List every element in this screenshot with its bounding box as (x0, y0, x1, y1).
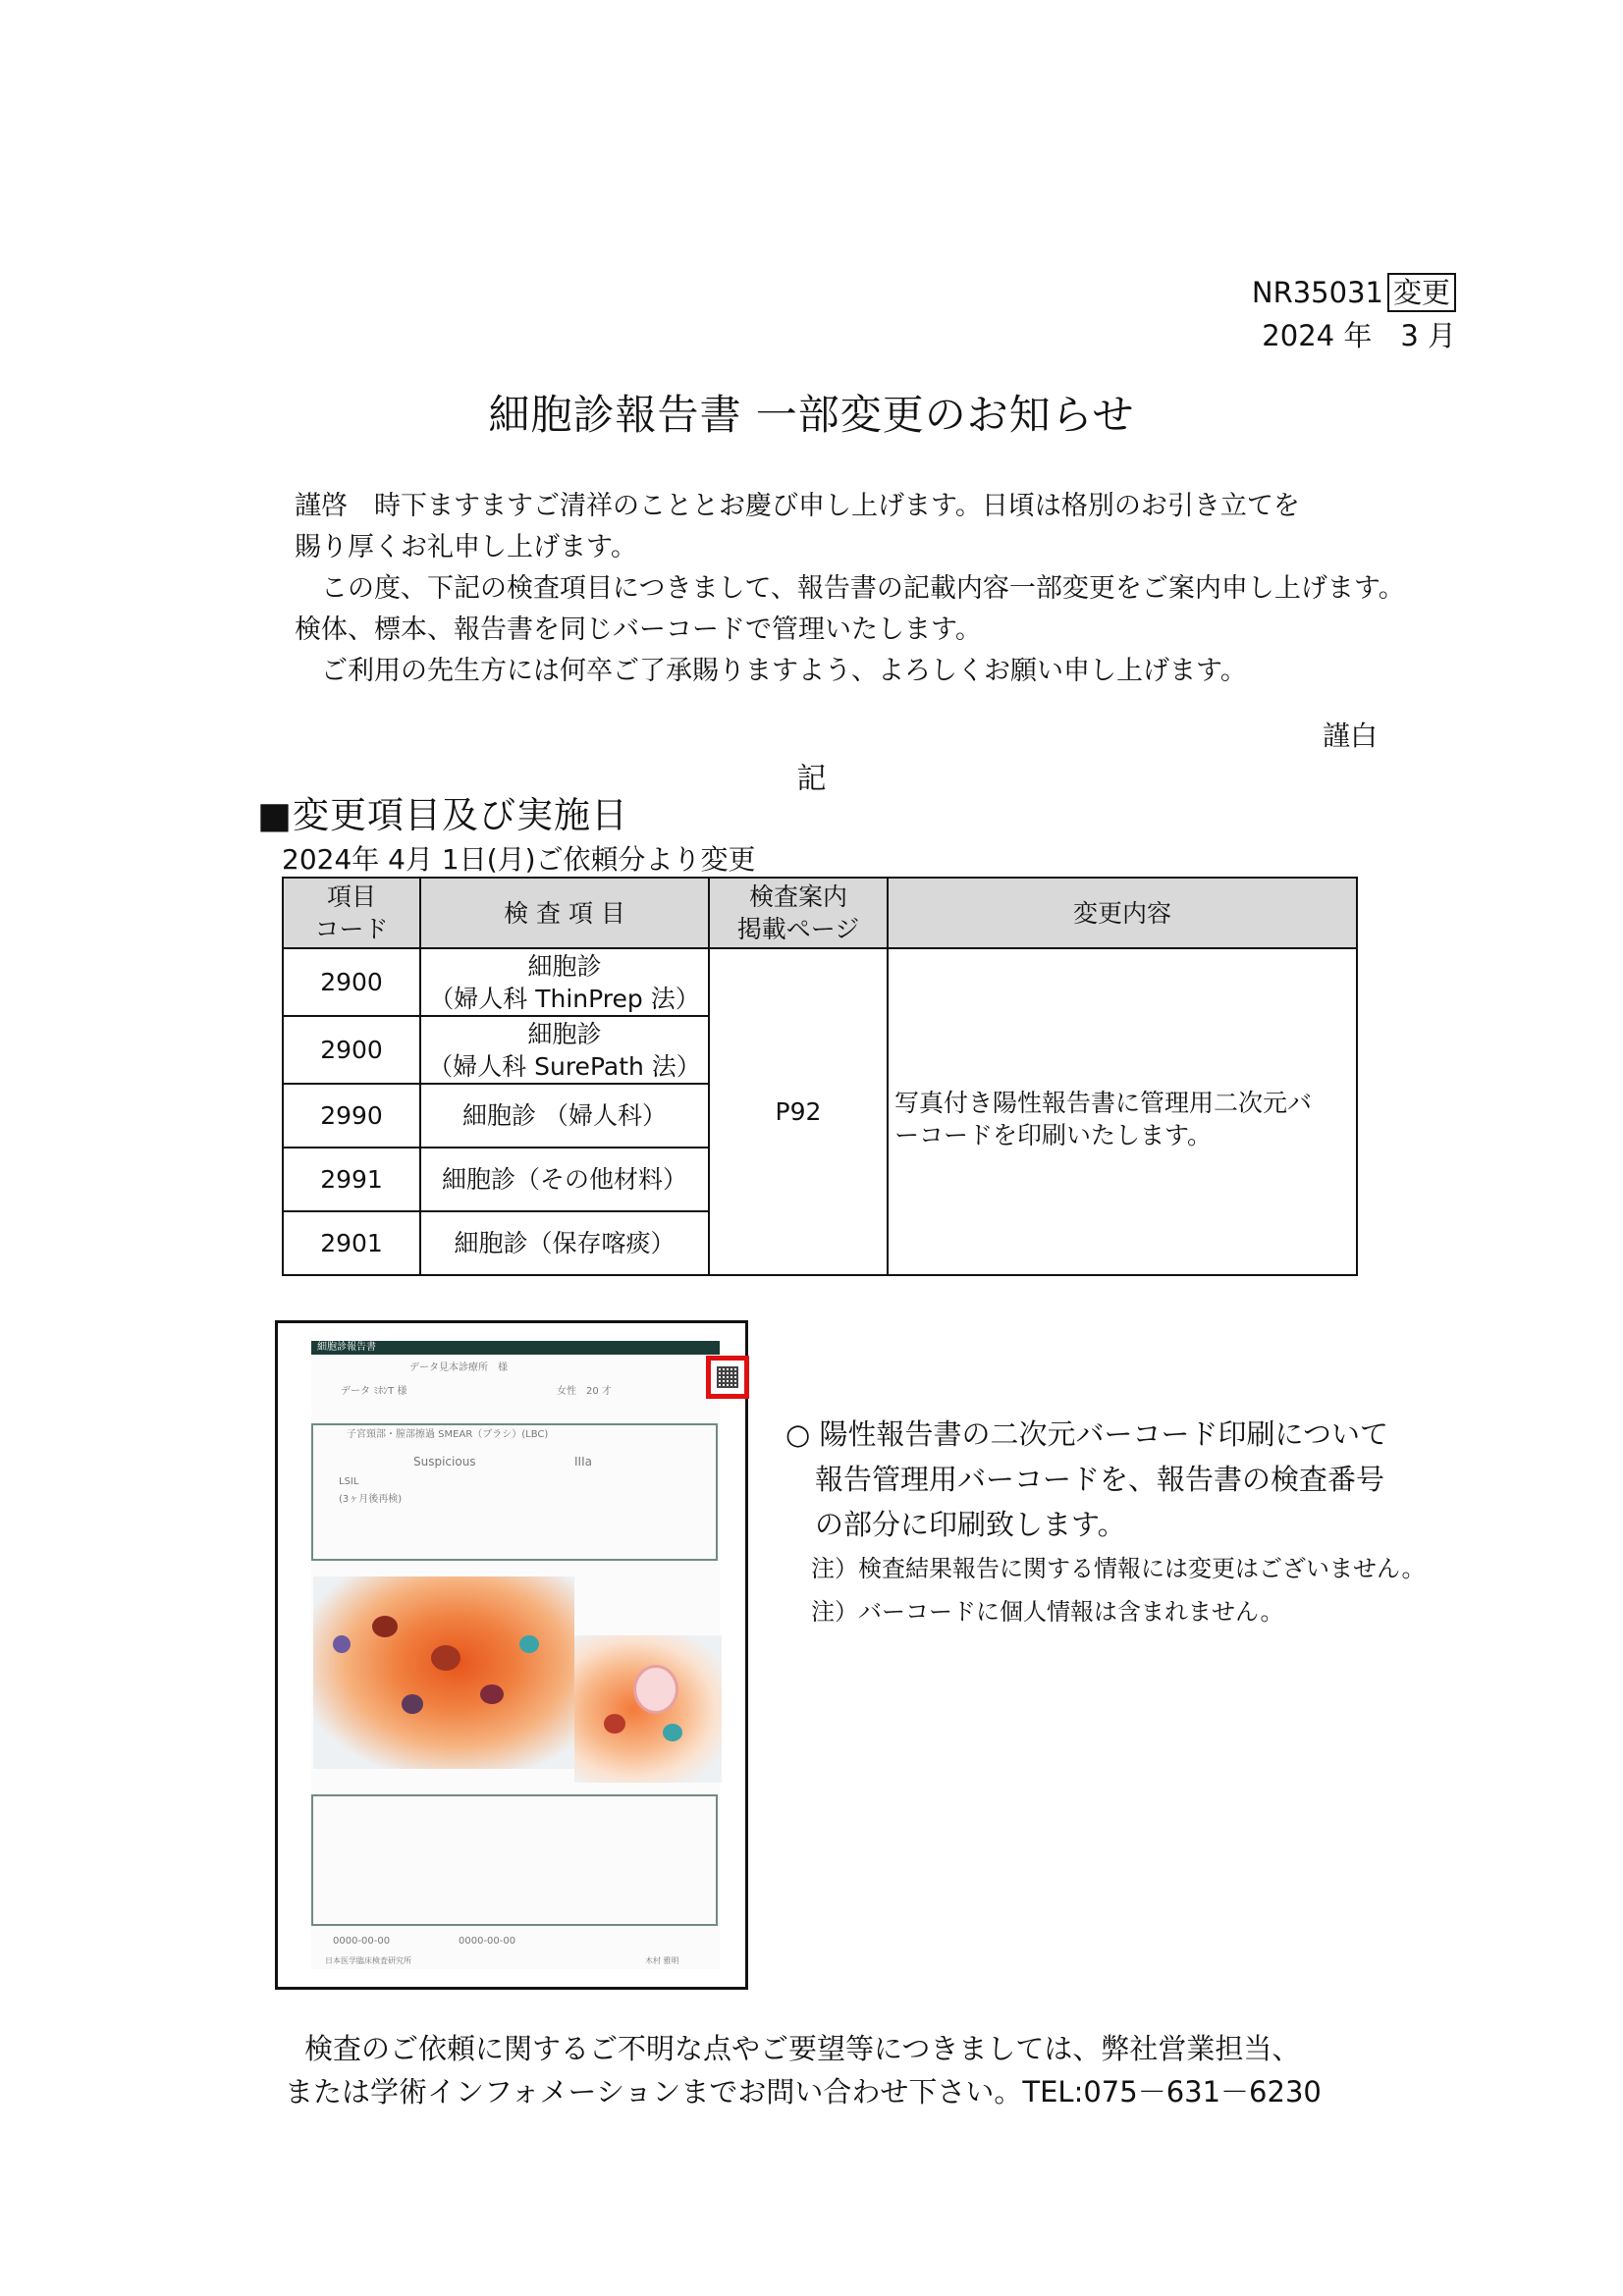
report-followup: (3ヶ月後再検) (339, 1494, 403, 1505)
table-row (283, 948, 1357, 1016)
intro-line-3: この度、下記の検査項目につきまして、報告書の記載内容一部変更をご案内申し上げます。 (295, 573, 1405, 604)
col-item-header: 検 査 項 目 (420, 878, 709, 948)
intro-line-5: ご利用の先生方には何卒ご了承賜りますよう、よろしくお願い申し上げます。 (295, 656, 1247, 686)
notes-line-2: の部分に印刷致します。 (815, 1508, 1126, 1541)
report-patient: データ見本診療所 様 (409, 1362, 508, 1373)
report-specimen: 子宮頸部・膣部擦過 SMEAR（ブラシ）(LBC) (347, 1429, 549, 1440)
row-code: 2901 (283, 1211, 420, 1275)
report-date-2: 0000-00-00 (459, 1936, 516, 1947)
row-item-line1: 細胞診 (527, 951, 602, 981)
row-item: 細胞診 （婦人科） (420, 1084, 709, 1148)
page-cell: P92 (709, 948, 888, 1275)
row-code: 2990 (283, 1084, 420, 1148)
intro-line-4: 検体、標本、報告書を同じバーコードで管理いたします。 (295, 614, 982, 645)
issue-date: 2024 年 3 月 (1262, 319, 1456, 352)
row-code: 2900 (283, 1016, 420, 1084)
contact-footer (285, 2027, 1322, 2113)
report-name: データ ﾐﾎﾝT 様 (341, 1386, 407, 1397)
qr-code-highlight (706, 1356, 749, 1399)
report-class: IIIa (574, 1455, 592, 1468)
document-number (1252, 273, 1456, 312)
col-page-header-line2: 掲載ページ (736, 915, 860, 943)
change-cell (888, 948, 1357, 1275)
footer-line-2: または学術インフォメーションまでお問い合わせ下さい。TEL:075－631－6230 (285, 2075, 1322, 2109)
row-code: 2900 (283, 948, 420, 1016)
qr-code-icon (717, 1366, 738, 1388)
change-badge: 変更 (1387, 273, 1456, 312)
row-item-line2: （婦人科 ThinPrep 法） (429, 984, 700, 1013)
report-date-1: 0000-00-00 (333, 1936, 391, 1947)
change-line1: 写真付き陽性報告書に管理用二次元バ (894, 1089, 1313, 1117)
footer-line-1: 検査のご依頼に関するご不明な点やご要望等につきましては、弊社営業担当、 (304, 2032, 1301, 2065)
col-page-header-line1: 検査案内 (748, 882, 847, 911)
intro-line-2: 賜り厚くお礼申し上げます。 (295, 532, 637, 562)
report-comment-box (311, 1794, 718, 1926)
intro-line-1: 謹啓 時下ますますご清祥のこととお慶び申し上げます。日頃は格別のお引き立てを (295, 491, 1300, 521)
row-item-line2: （婦人科 SurePath 法） (428, 1051, 701, 1081)
row-code: 2991 (283, 1148, 420, 1211)
row-item (420, 1016, 709, 1084)
report-sex-age: 女性 20 才 (557, 1386, 612, 1397)
row-item: 細胞診（その他材料） (420, 1148, 709, 1211)
doc-number-text: NR35031 (1251, 276, 1383, 309)
report-thumbnail (311, 1341, 720, 1969)
col-change-header: 変更内容 (888, 878, 1357, 948)
notes-note-1: 注）検査結果報告に関する情報には変更はございません。 (811, 1555, 1426, 1582)
micrograph-1 (313, 1576, 574, 1769)
report-lab: 日本医学臨床検査研究所 (325, 1956, 411, 1965)
col-code-header-line1: 項目 (326, 882, 376, 911)
page-title: 細胞診報告書 一部変更のお知らせ (488, 391, 1135, 439)
col-page-header (709, 878, 888, 948)
report-result: Suspicious (413, 1455, 476, 1468)
report-doctor: 木村 雅明 (645, 1956, 679, 1965)
section-title: ■変更項目及び実施日 (257, 794, 628, 836)
table-header-row (283, 878, 1357, 948)
row-item (420, 948, 709, 1016)
row-item: 細胞診（保存喀痰） (420, 1211, 709, 1275)
col-code-header (283, 878, 420, 948)
change-table (282, 877, 1358, 1276)
closing-word: 謹白 (1322, 720, 1378, 752)
effective-date: 2024年 4月 1日(月)ご依頼分より変更 (282, 843, 756, 876)
notes-line-1: 報告管理用バーコードを、報告書の検査番号 (815, 1463, 1385, 1496)
report-title-bar: 細胞診報告書 (311, 1341, 720, 1355)
micrograph-2 (574, 1635, 722, 1783)
notes-title: ○ 陽性報告書の二次元バーコード印刷について (785, 1417, 1388, 1451)
report-lsil: LSIL (339, 1476, 359, 1487)
row-item-line1: 細胞診 (527, 1019, 602, 1048)
barcode-notes (785, 1412, 1425, 1633)
change-line2: ーコードを印刷いたします。 (894, 1121, 1213, 1149)
notes-note-2: 注）バーコードに個人情報は含まれません。 (811, 1598, 1284, 1626)
sample-report-image (275, 1320, 748, 1990)
ki-heading: 記 (796, 762, 827, 796)
col-code-header-line2: コード (314, 915, 389, 943)
